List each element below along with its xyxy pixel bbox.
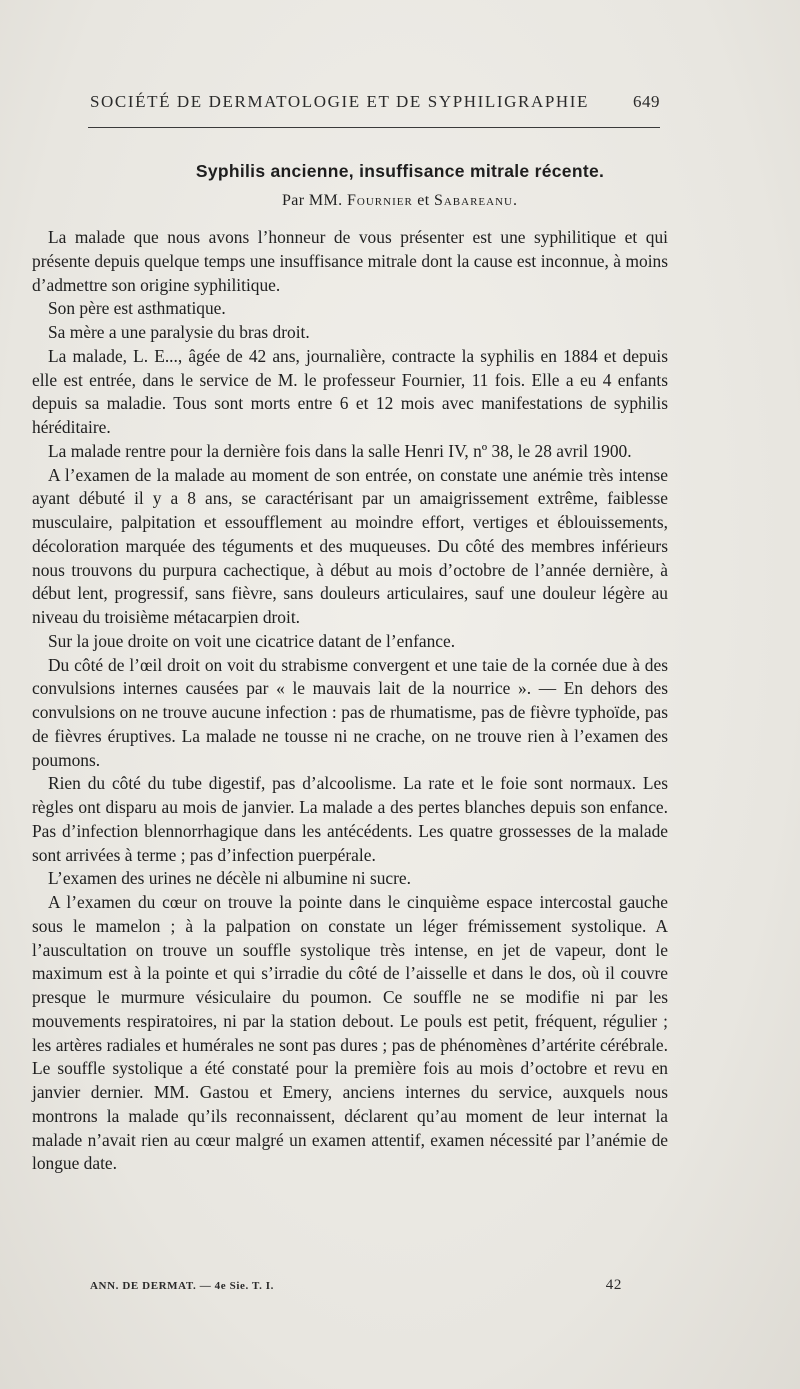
page-footer: [90, 1277, 622, 1297]
page-number: 649: [633, 92, 660, 111]
signature-mark: 42: [605, 1277, 622, 1293]
paragraph-eye: Du côté de l’œil droit on voit du strabisme convergent et une taie de la cornée due à des convulsions internes causées par « le mauvais lait de la nourrice ». — En dehors des convulsions on ne trouve aucune infection : pas de rhumatisme, pas de fièvre typhoïde, pas de fièvres éruptives. La malade ne tousse ni ne crache, on ne trouve rien à l’examen des poumons.: [32, 654, 668, 770]
author-fournier: Fournier: [347, 192, 413, 209]
running-head: [90, 92, 660, 114]
article-title: Syphilis ancienne, insuffisance mitrale récente.: [195, 161, 605, 181]
paragraph-heart: A l’examen du cœur on trouve la pointe dans le cinquième espace intercostal gauche sous le mamelon ; à la palpation on constate un léger frémissement systolique. A l’auscultation on trouve un souffle systolique très intense, en jet de vapeur, dont le maximum est à la pointe et qui s’irradie du côté de l’aisselle et dans le dos, où il couvre presque le murmure vésiculaire du poumon. Ce souffle ne se modifie ni par les mouvements respiratoires, ni par la station debout. Le pouls est petit, fréquent, régulier ; les artères radiales et humérales ne sont pas dures ; pas de phénomènes d’artérite cérébrale. Le souffle systolique a été constaté pour la première fois au mois d’octobre et revu en janvier dernier. MM. Gastou et Emery, anciens internes du service, auxquels nous montrons la malade qu’ils reconnaissent, déclarent qu’au moment de leur internat la malade n’avait rien au cœur malgré un examen attentif, examen nécessité par l’anémie de longue date.: [32, 892, 668, 1174]
paragraph-admission: La malade rentre pour la dernière fois dans la salle Henri IV, nº 38, le 28 avril 1900.: [48, 440, 632, 461]
paragraph-father: Son père est asthmatique.: [48, 298, 226, 319]
byline-prefix: Par MM.: [282, 192, 343, 209]
article-byline: [0, 192, 800, 210]
author-sabareanu: Sabareanu.: [433, 192, 518, 209]
byline-joiner: et: [417, 192, 430, 209]
paragraph-history: La malade, L. E..., âgée de 42 ans, journalière, contracte la syphilis en 1884 et depuis elle est entrée, dans le service de M. le professeur Fournier, 11 fois. Elle a eu 4 enfants depuis sa maladie. Tous sont morts entre 6 et 12 mois avec manifestations de syphilis héréditaire.: [32, 345, 668, 437]
header-rule: [88, 127, 660, 128]
paragraph-mother: Sa mère a une paralysie du bras droit.: [48, 322, 310, 342]
running-title: SOCIÉTÉ DE DERMATOLOGIE ET DE SYPHILIGRAPHIE: [90, 92, 590, 111]
journal-reference: ANN. DE DERMAT. — 4e Sie. T. I.: [90, 1280, 275, 1292]
paragraph-anemia: A l’examen de la malade au moment de son entrée, on constate une anémie très intense ayant débuté il y a 8 ans, se caractérisant par un amaigrissement extrême, faiblesse musculaire, palpitation et essoufflement au moindre effort, vertiges et éblouissements, décoloration marquée des téguments et des muqueuses. Du côté des membres inférieurs nous trouvons du purpura cachectique, à début au mois d’octobre de l’année dernière, à début lent, progressif, sans fièvre, sans douleurs articulaires, sauf une douleur légère au niveau du troisième métacarpien droit.: [32, 464, 668, 627]
article-body: [32, 226, 668, 1176]
paragraph-urine: L’examen des urines ne décèle ni albumine ni sucre.: [48, 868, 411, 889]
paragraph-intro: La malade que nous avons l’honneur de vous présenter est une syphilitique et qui présente depuis quelque temps une insuffisance mitrale dont la cause est inconnue, à moins d’admettre son origine syphilitique.: [32, 227, 668, 295]
paragraph-scar: Sur la joue droite on voit une cicatrice datant de l’enfance.: [48, 630, 456, 651]
paragraph-digestive: Rien du côté du tube digestif, pas d’alcoolisme. La rate et le foie sont normaux. Les règles ont disparu au mois de janvier. La malade a des pertes blanches depuis son enfance. Pas d’infection blennorrhagique dans les antécédents. Les quatre grossesses de la malade sont arrivées à terme ; pas d’infection puerpérale.: [32, 773, 668, 865]
